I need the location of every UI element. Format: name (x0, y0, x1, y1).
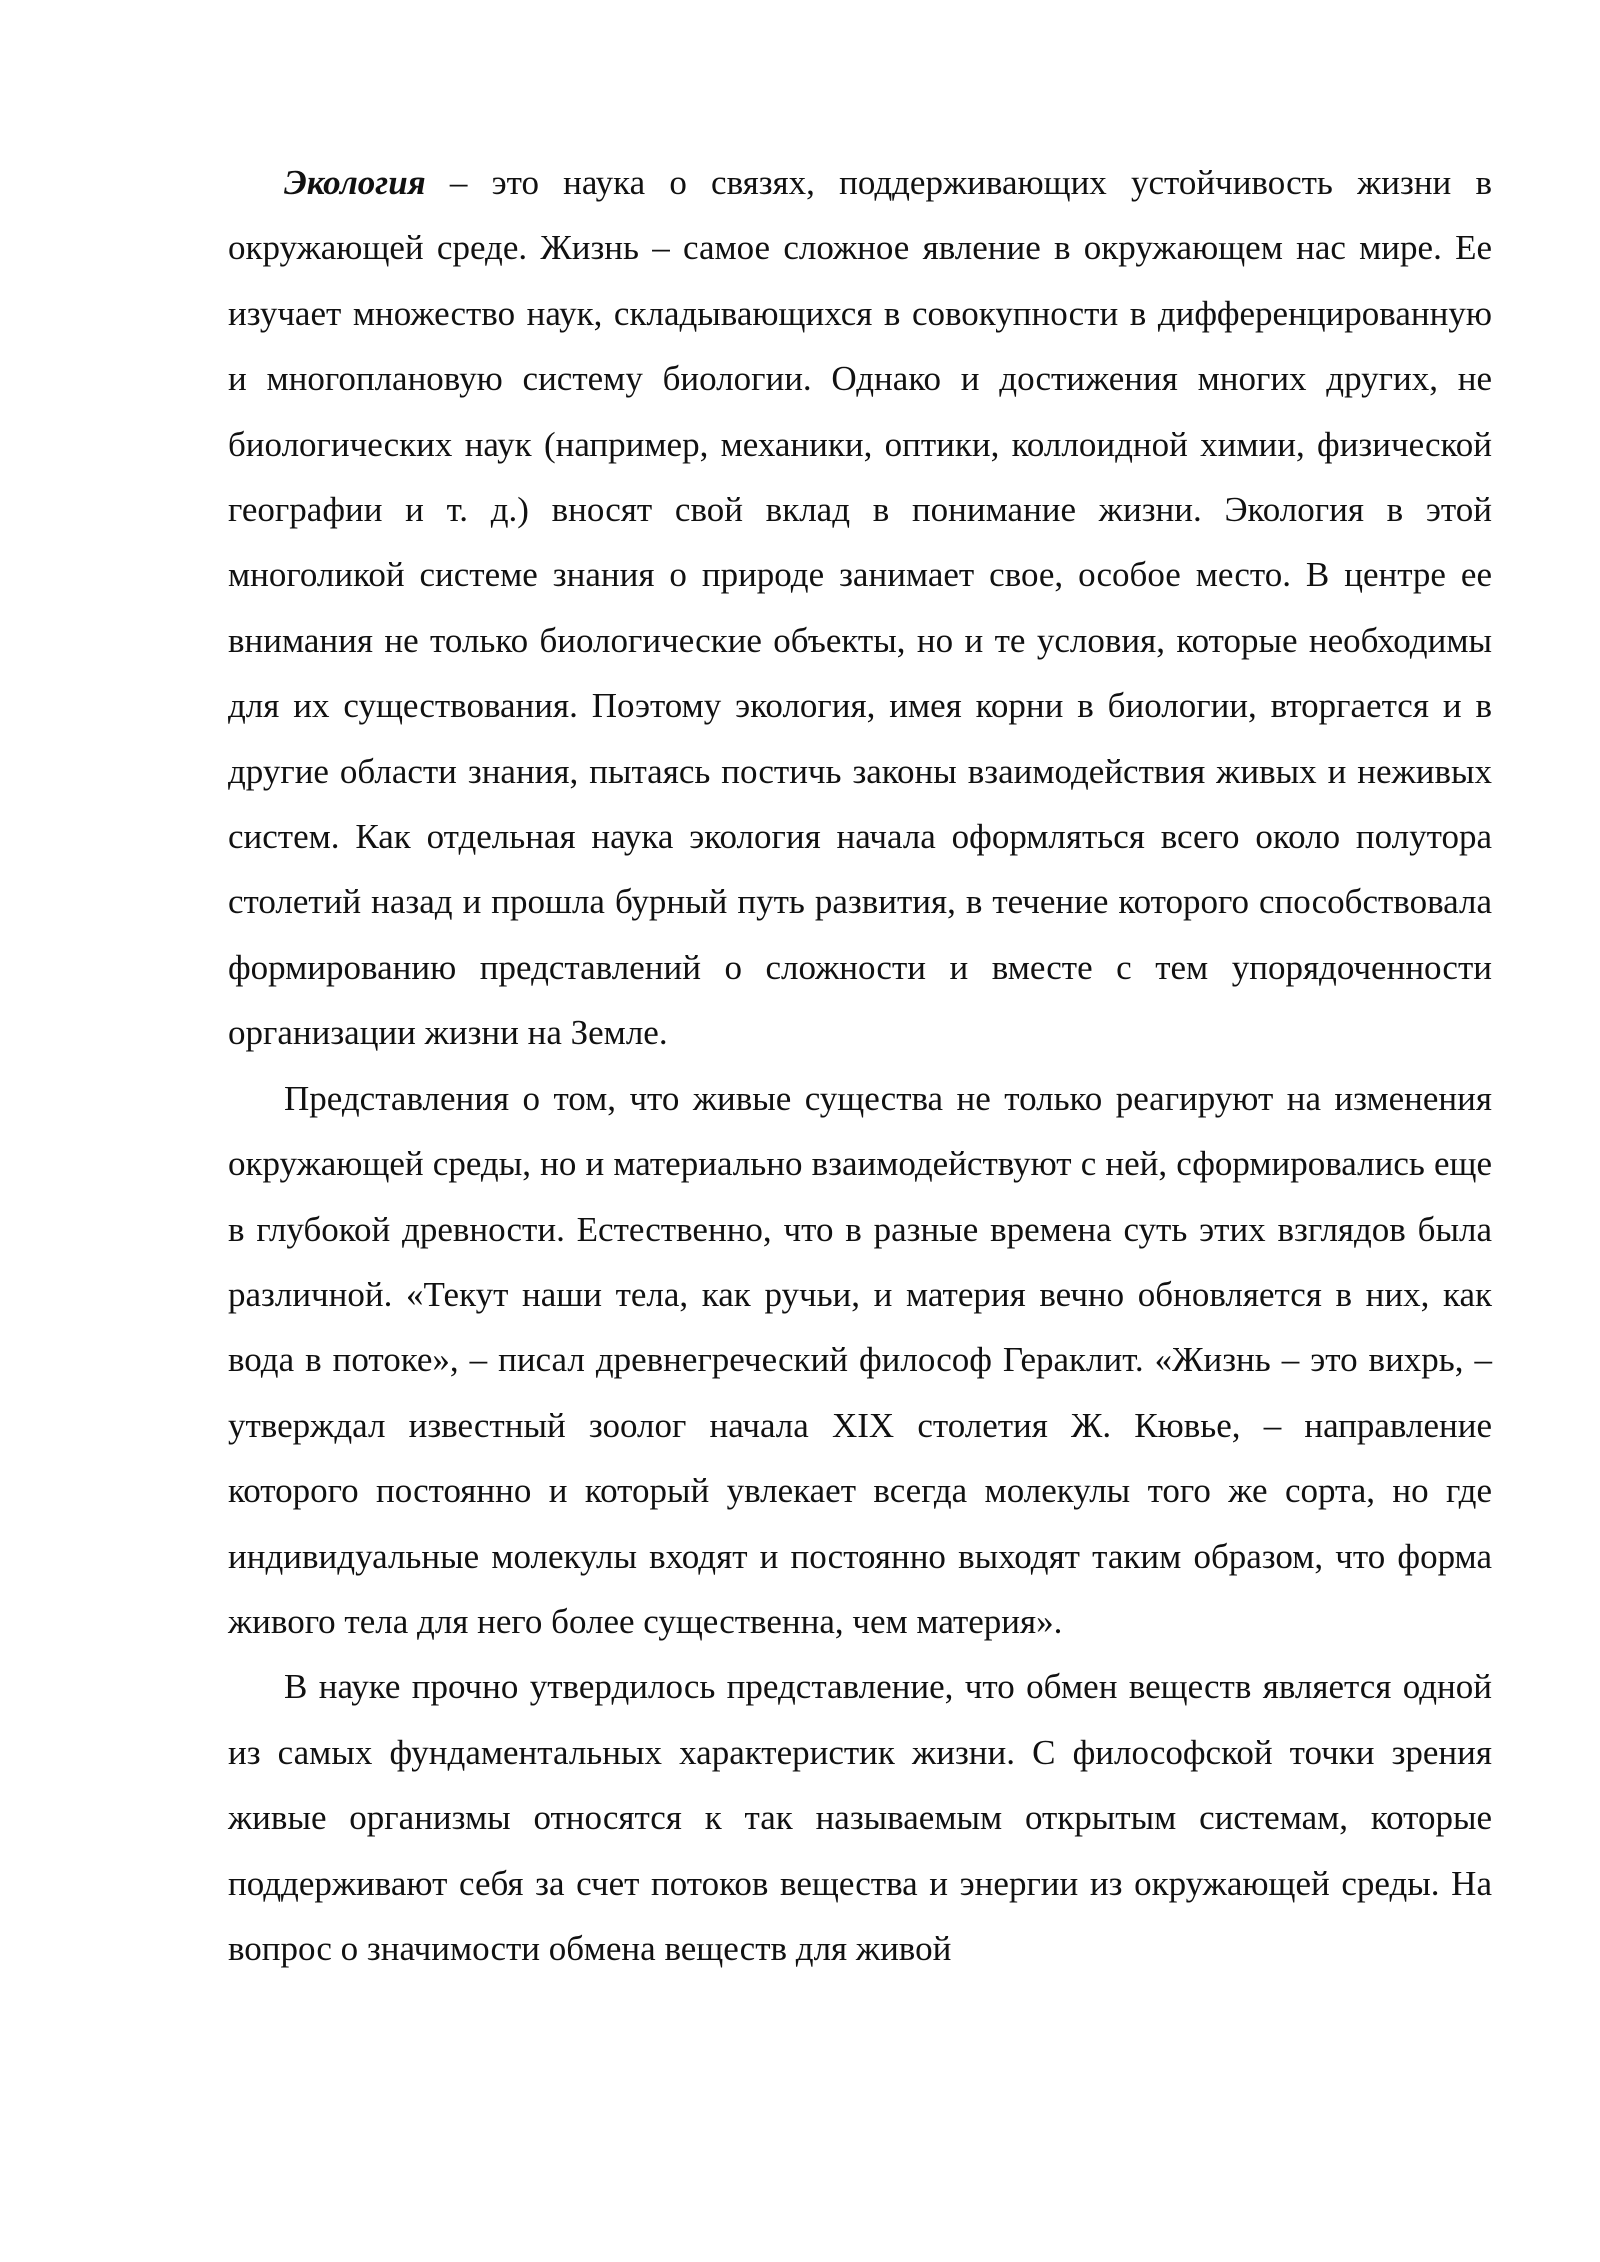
paragraph-text: В науке прочно утвердилось представление, что обмен веществ является одной из самых фундаментальных характеристик жизни. С философской точки зрения живые организмы относятся к так называемым открытым системам, которые поддерживают себя за счет потоков вещества и энергии из окружающей среды. На вопрос о значимости обмена веществ для живой (228, 1667, 1492, 1968)
paragraph-text: Представления о том, что живые существа не только реагируют на изменения окружающей среды, но и материально взаимодействуют с ней, сформировались еще в глубокой древности. Естественно, что в разные времена суть этих взглядов была различной. «Текут наши тела, как ручьи, и материя вечно обновляется в них, как вода в потоке», – писал древнегреческий философ Гераклит. «Жизнь – это вихрь, – утверждал известный зоолог начала XIX столетия Ж. Кювье, – направление которого постоянно и который увлекает всегда молекулы того же сорта, но где индивидуальные молекулы входят и постоянно выходят таким образом, что форма живого тела для него более существенна, чем материя». (228, 1078, 1492, 1641)
paragraph-text: – это наука о связях, поддерживающих устойчивость жизни в окружающей среде. Жизнь – самое сложное явление в окружающем нас мире. Ее изучает множество наук, складывающихся в совокупности в дифференцированную и многоплановую систему биологии. Однако и достижения многих других, не биологических наук (например, механики, оптики, коллоидной химии, физической географии и т. д.) вносят свой вклад в понимание жизни. Экология в этой многоликой системе знания о природе занимает свое, особое место. В центре ее внимания не только биологические объекты, но и те условия, которые необходимы для их существования. Поэтому экология, имея корни в биологии, вторгается и в другие области знания, пытаясь постичь законы взаимодействия живых и неживых систем. Как отдельная наука экология начала оформляться всего около полутора столетий назад и прошла бурный путь развития, в течение которого способствовала формированию представлений о сложности и вместе с тем упорядоченности организации жизни на Земле. (228, 163, 1492, 1053)
document-body (228, 150, 1492, 1981)
paragraph-ecology-definition (228, 150, 1492, 1066)
paragraph-historical-views (228, 1066, 1492, 1655)
paragraph-metabolism (228, 1654, 1492, 1981)
term-ecology: Экология (284, 163, 426, 202)
